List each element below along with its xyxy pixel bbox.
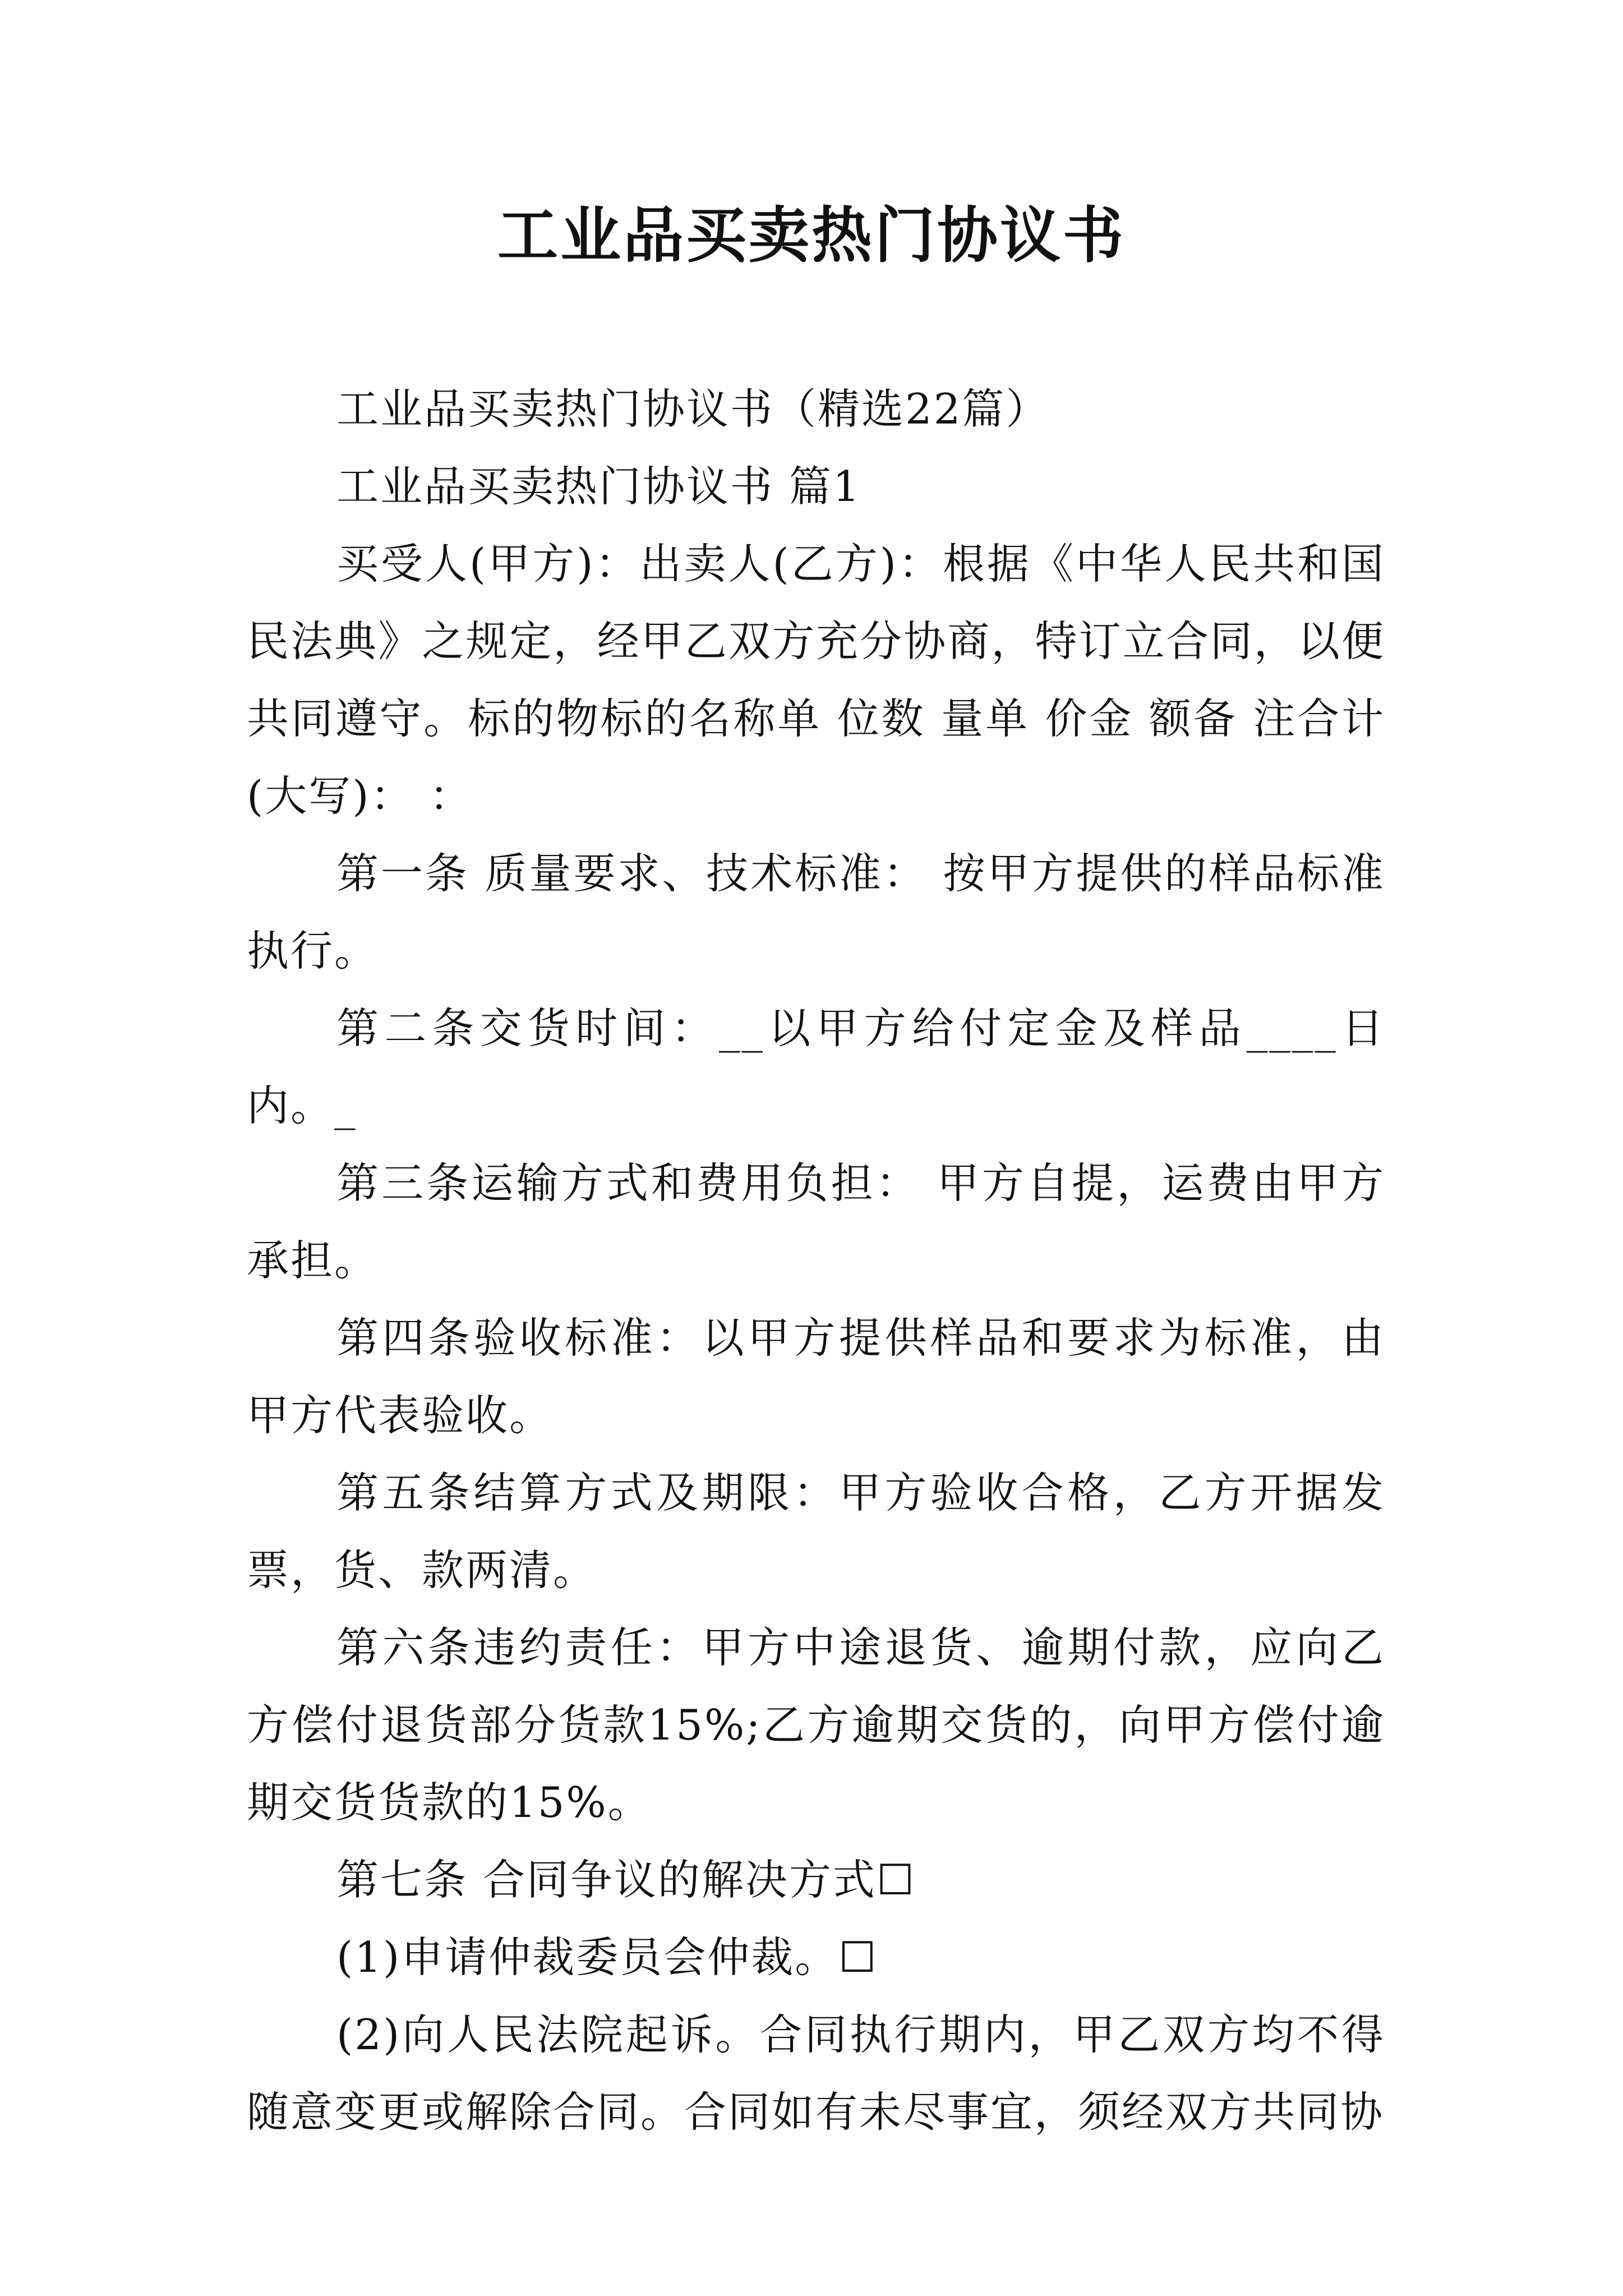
paragraph-subtitle: 工业品买卖热门协议书（精选22篇） [336, 384, 1050, 434]
paragraph-article-6: 第六条违约责任：甲方中途退货、逾期付款，应向乙方偿付退货部分货款15%;乙方逾期交货的，向甲方偿付逾期交货货款的15%。 [247, 1623, 1386, 1827]
paragraph-article-7: 第七条 合同争议的解决方式☐ [336, 1855, 916, 1904]
document-body [247, 370, 1385, 2151]
paragraph-article-4: 第四条验收标准：以甲方提供样品和要求为标准，由甲方代表验收。 [247, 1313, 1385, 1440]
paragraph-article-3: 第三条运输方式和费用负担： 甲方自提，运费由甲方承担。 [247, 1158, 1385, 1285]
document-title: 工业品买卖热门协议书 [497, 200, 1126, 271]
paragraph-section-heading: 工业品买卖热门协议书 篇1 [336, 462, 861, 511]
paragraph-article-2: 第二条交货时间：__以甲方给付定金及样品____日内。_ [247, 1004, 1385, 1130]
paragraph-option-2: (2)向人民法院起诉。合同执行期内，甲乙双方均不得随意变更或解除合同。合同如有未尽事宜，须经双方共同协 [247, 2010, 1385, 2137]
paragraph-article-5: 第五条结算方式及期限：甲方验收合格，乙方开据发票，货、款两清。 [247, 1468, 1385, 1595]
paragraph-option-1: (1)申请仲裁委员会仲裁。☐ [336, 1932, 878, 1982]
paragraph-parties: 买受人(甲方)：出卖人(乙方)：根据《中华人民共和国民法典》之规定，经甲乙双方充分协商，特订立合同，以便共同遵守。标的物标的名称单 位数 量单 价金 额备 注合计(大写)： ： [247, 539, 1385, 821]
paragraph-article-1: 第一条 质量要求、技术标准： 按甲方提供的样品标准执行。 [247, 849, 1385, 976]
